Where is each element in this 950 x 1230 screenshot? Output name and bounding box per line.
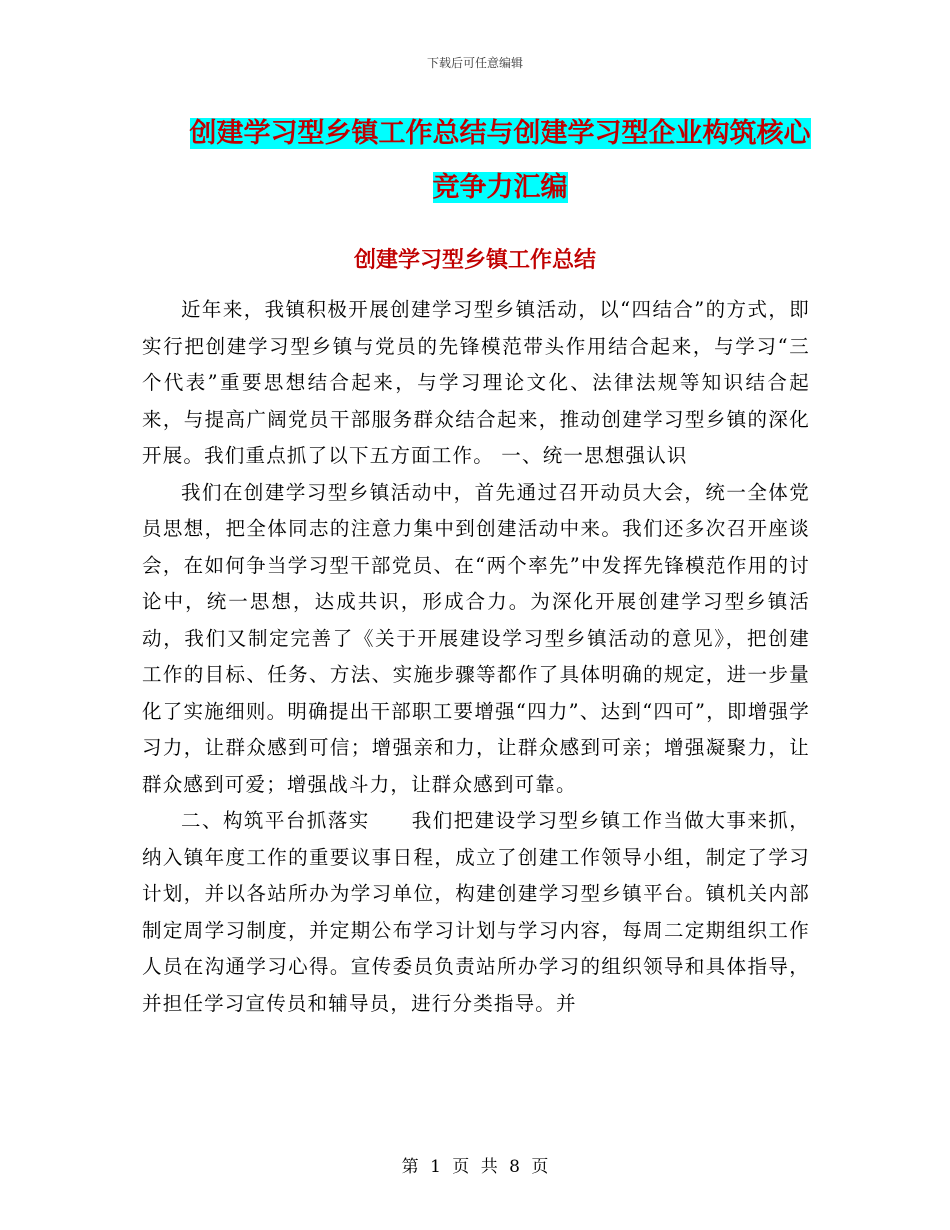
document-body (142, 292, 810, 1022)
page-footer: 第 1 页 共 8 页 (401, 1157, 549, 1177)
page-header-note: 下载后可任意编辑 (426, 56, 523, 70)
title-line-2: 竞争力汇编 (432, 172, 568, 203)
document-title (140, 107, 860, 215)
paragraph: 近年来，我镇积极开展创建学习型乡镇活动，以“四结合”的方式，即实行把创建学习型乡镇与党员的先锋模范带头作用结合起来，与学习“三个代表”重要思想结合起来，与学习理论文化、法律法规等知识结合起来，与提高广阔党员干部服务群众结合起来，推动创建学习型乡镇的深化开展。我们重点抓了以下五方面工作。 一、统一思想强认识 (142, 298, 810, 467)
paragraph: 二、构筑平台抓落实 我们把建设学习型乡镇工作当做大事来抓，纳入镇年度工作的重要议事日程，成立了创建工作领导小组，制定了学习计划，并以各站所办为学习单位，构建创建学习型乡镇平台。镇机关内部制定周学习制度，并定期公布学习计划与学习内容，每周二定期组织工作人员在沟通学习心得。宣传委员负责站所办学习的组织领导和具体指导，并担任学习宣传员和辅导员，进行分类指导。并 (142, 809, 810, 1015)
paragraph: 我们在创建学习型乡镇活动中，首先通过召开动员大会，统一全体党员思想，把全体同志的注意力集中到创建活动中来。我们还多次召开座谈会，在如何争当学习型干部党员、在“两个率先”中发挥先锋模范作用的讨论中，统一思想，达成共识，形成合力。为深化开展创建学习型乡镇活动，我们又制定完善了《关于开展建设学习型乡镇活动的意见》，把创建工作的目标、任务、方法、实施步骤等都作了具体明确的规定，进一步量化了实施细则。明确提出干部职工要增强“四力”、达到“四可”，即增强学习力，让群众感到可信；增强亲和力，让群众感到可亲；增强凝聚力，让群众感到可爱；增强战斗力，让群众感到可靠。 (142, 480, 810, 796)
section-title: 创建学习型乡镇工作总结 (353, 248, 596, 273)
title-line-1: 创建学习型乡镇工作总结与创建学习型企业构筑核心 (189, 118, 811, 149)
